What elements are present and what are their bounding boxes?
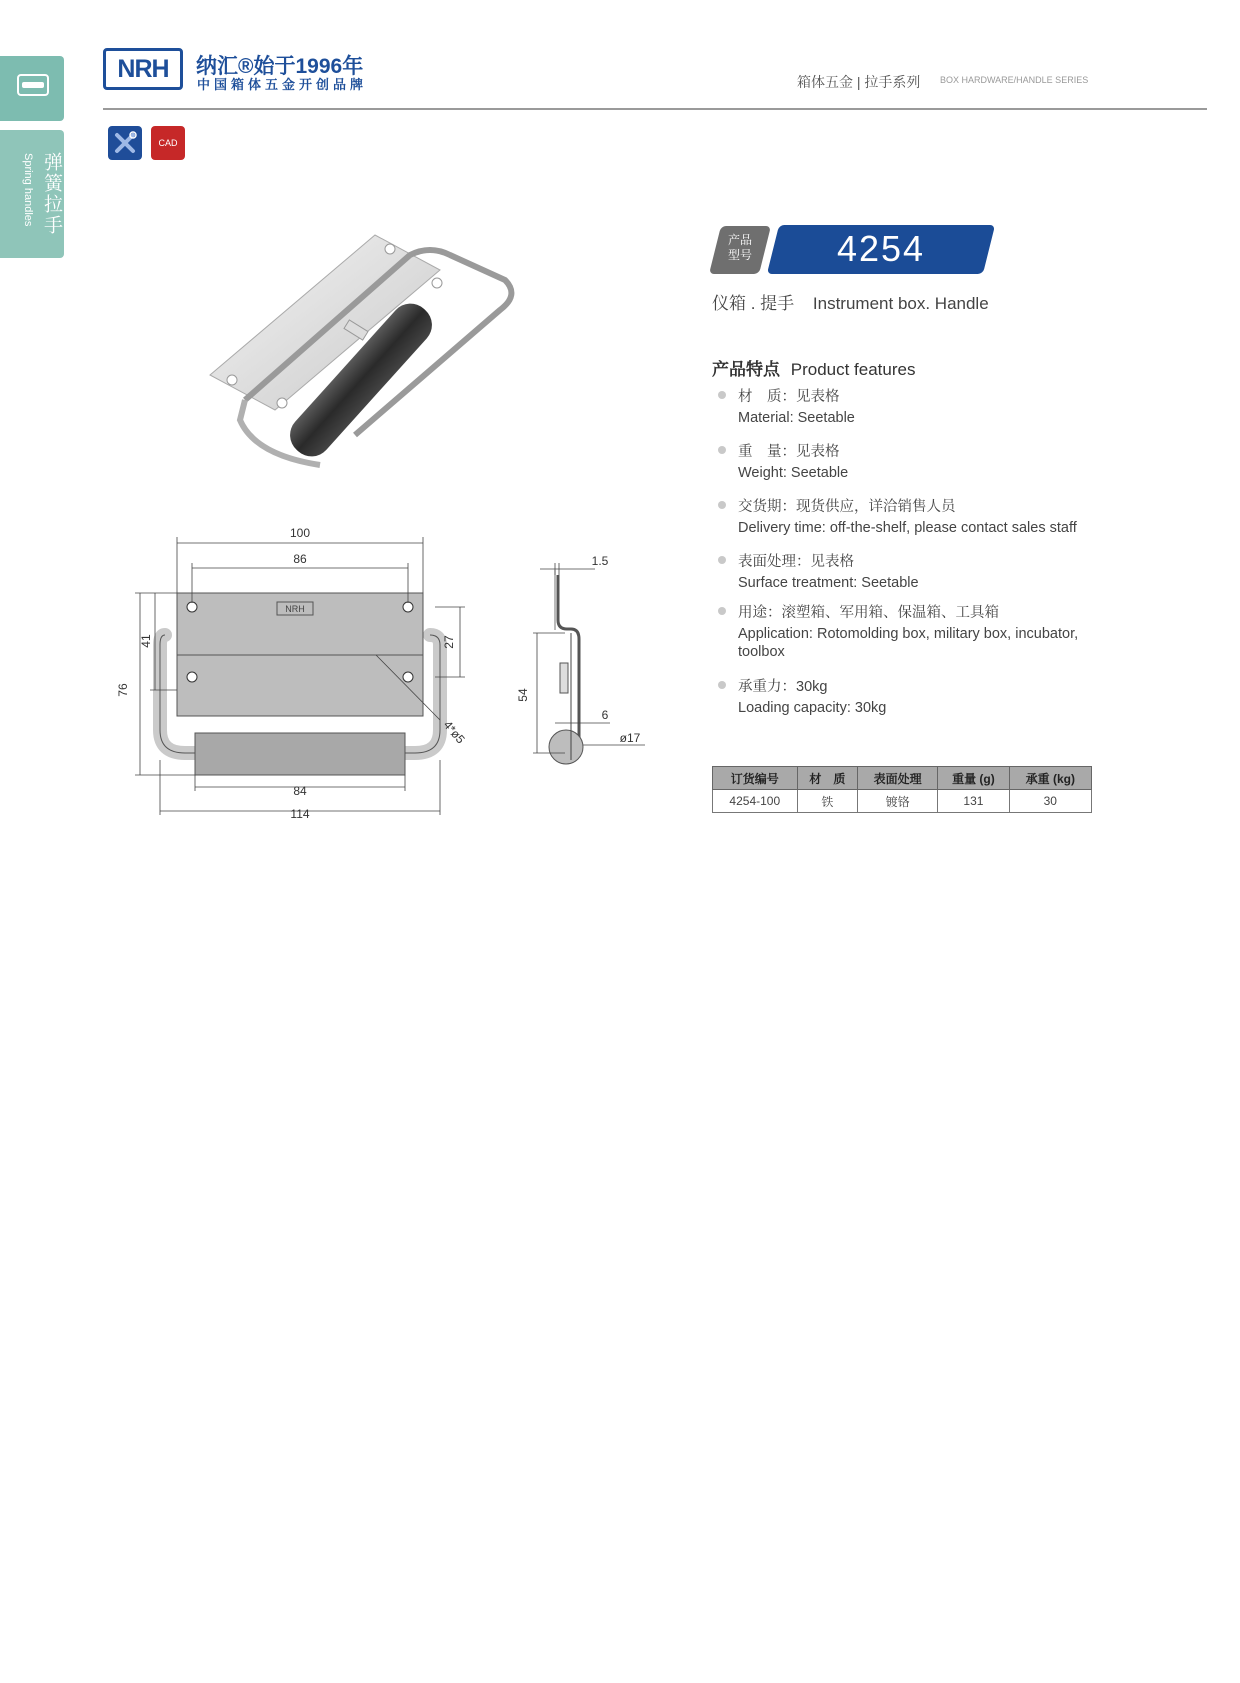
model-badge-label: 产品型号 <box>727 233 752 262</box>
dim-100: 100 <box>289 526 311 540</box>
dim-76: 76 <box>116 683 130 697</box>
header-divider <box>103 108 1207 110</box>
model-number: 4254 <box>836 228 926 269</box>
product-photo <box>200 225 580 495</box>
brand-logo: NRH <box>103 48 183 90</box>
features-title-en: Product features <box>790 360 916 379</box>
product-name-cn: 仪箱 . 提手 <box>712 294 795 313</box>
dim-41: 41 <box>139 634 153 648</box>
features-title-cn: 产品特点 <box>712 360 780 379</box>
bullet-icon <box>718 391 726 399</box>
front-view-drawing <box>95 525 475 825</box>
bullet-icon <box>718 607 726 615</box>
dim-86: 86 <box>293 552 307 566</box>
dim-84: 84 <box>293 784 307 798</box>
dim-holes: 4*ø5 <box>440 717 468 747</box>
features-heading <box>712 355 915 380</box>
sidebar-tab-icon-area[interactable] <box>0 56 64 121</box>
col-load: 承重 (kg) <box>1009 767 1091 790</box>
dim-27: 27 <box>442 635 456 649</box>
product-name-en: Instrument box. Handle <box>812 294 989 313</box>
dim-6: 6 <box>601 708 609 722</box>
sidebar-tab-label-en: Spring handles <box>22 153 34 227</box>
sidebar-tab-label-cn: 弹簧拉手 <box>41 152 62 236</box>
side-view-drawing <box>515 545 655 775</box>
bullet-icon <box>718 501 726 509</box>
bullet-icon <box>718 681 726 689</box>
handle-icon <box>17 74 49 96</box>
plate-stamp: NRH <box>285 604 305 614</box>
category-title-en: BOX HARDWARE/HANDLE SERIES <box>940 75 1089 85</box>
brand-tagline: 中国箱体五金开创品牌 <box>197 77 368 92</box>
product-subtitle <box>712 289 1003 314</box>
spec-table <box>712 766 1092 813</box>
brand-name: 纳汇®始于1996年 <box>196 55 364 78</box>
bullet-icon <box>718 556 726 564</box>
bullet-icon <box>718 446 726 454</box>
dim-1-5: 1.5 <box>591 554 609 568</box>
table-row: 4254-100 铁 镀铬 131 30 <box>713 790 1092 813</box>
dim-54: 54 <box>516 688 530 702</box>
col-finish: 表面处理 <box>858 767 938 790</box>
cad-download-icon[interactable]: CAD <box>151 126 185 160</box>
col-weight: 重量 (g) <box>938 767 1009 790</box>
dim-17: ø17 <box>619 731 641 745</box>
category-title-cn: 箱体五金 | 拉手系列 <box>797 74 921 90</box>
tools-icon[interactable] <box>108 126 142 160</box>
col-material: 材 质 <box>797 767 858 790</box>
table-header-row <box>713 767 1092 790</box>
col-order-no: 订货编号 <box>713 767 798 790</box>
dim-114: 114 <box>290 807 310 821</box>
wrench-icon <box>108 126 142 160</box>
